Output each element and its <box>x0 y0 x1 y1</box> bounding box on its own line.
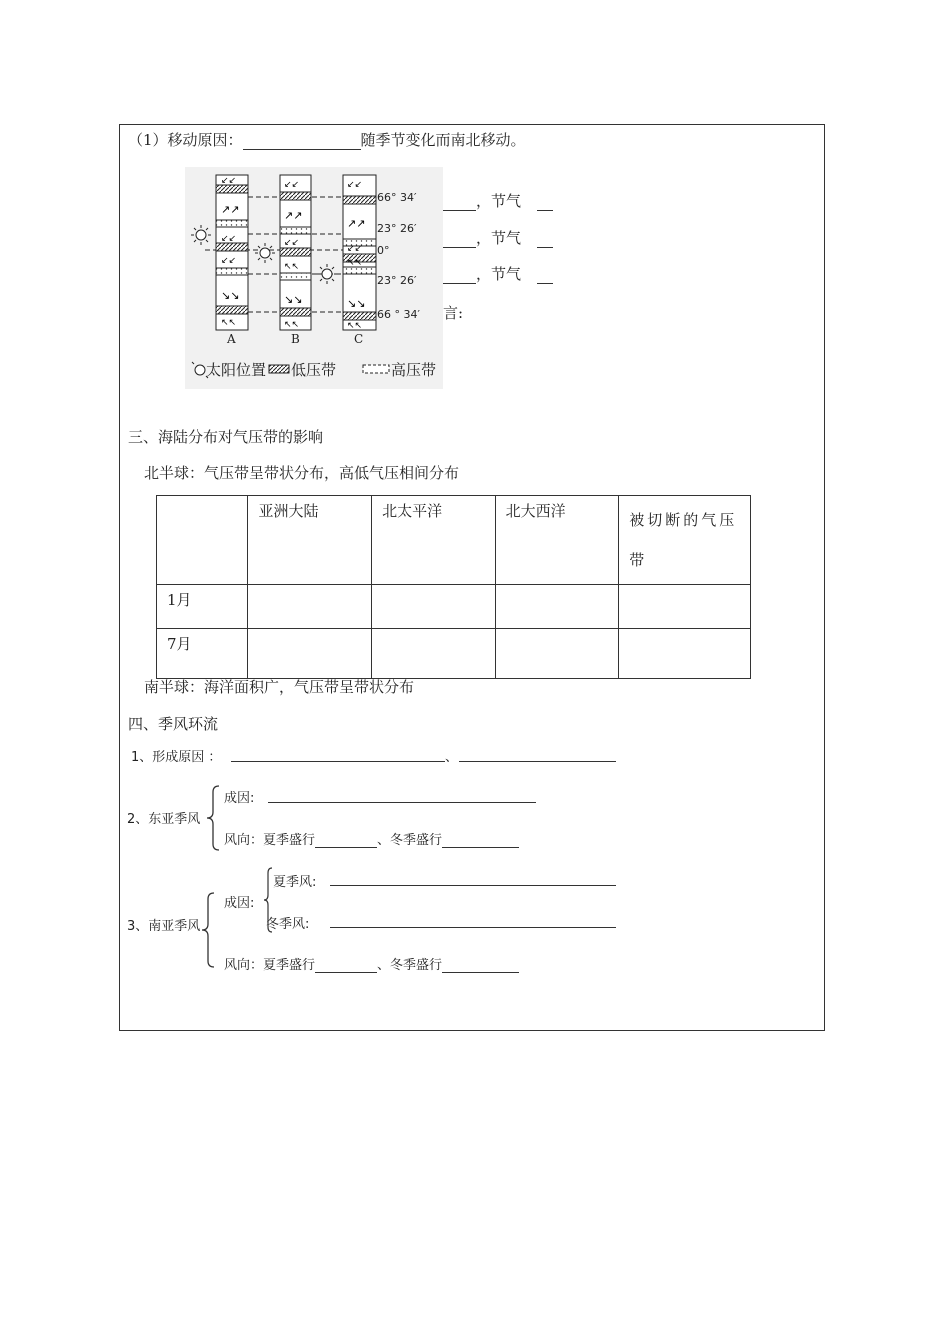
item3-cause: 成因: <box>224 896 255 911</box>
legend-high: 高压带 <box>391 361 437 379</box>
column-label: C <box>354 332 364 346</box>
svg-text:↘↘: ↘↘ <box>221 289 240 302</box>
season-blank[interactable] <box>443 196 476 211</box>
table-header-cell: 亚洲大陆 <box>248 496 372 585</box>
pressure-table <box>156 495 751 679</box>
table-cell[interactable] <box>248 629 372 679</box>
svg-text:↗↗: ↗↗ <box>347 217 366 230</box>
lat-label: 23° 26′ <box>377 222 417 235</box>
item3-label: 3、南亚季风 <box>127 919 201 934</box>
brace-icon <box>200 891 216 969</box>
lat-label: 66° 34′ <box>377 191 417 204</box>
item3-wind <box>224 954 519 973</box>
item2-summer-blank[interactable] <box>315 834 377 848</box>
table-header-cell: 北大西洋 <box>495 496 619 585</box>
item2-wind-label: 风向：夏季盛行 <box>224 833 316 848</box>
solar-term-label: ，节气 <box>476 192 522 210</box>
item1-blank-2[interactable] <box>459 761 616 762</box>
svg-text:↖↖: ↖↖ <box>347 258 363 268</box>
svg-text:↙↙: ↙↙ <box>284 180 300 190</box>
pressure-belt-figure <box>185 167 443 389</box>
item3-summer: 夏季风: <box>273 875 317 890</box>
item3-summer-blank[interactable] <box>315 959 377 973</box>
item3-summer-cause-blank[interactable] <box>330 885 616 886</box>
table-cell: 1月 <box>157 585 248 629</box>
move-reason-line <box>128 129 526 150</box>
figure-legend <box>192 361 436 379</box>
season-blank[interactable] <box>443 233 476 248</box>
table-cell[interactable] <box>619 585 751 629</box>
table-cell[interactable] <box>372 585 496 629</box>
table-row <box>157 629 751 679</box>
column-label: A <box>227 332 236 346</box>
table-header-row <box>157 496 751 585</box>
table-cell[interactable] <box>372 629 496 679</box>
solar-term-blank[interactable] <box>537 196 553 211</box>
table-cell[interactable] <box>495 585 619 629</box>
item1-blank-1[interactable] <box>231 761 445 762</box>
season-blank[interactable] <box>443 269 476 284</box>
trailing-text: 言: <box>443 304 464 322</box>
svg-text:↙↙: ↙↙ <box>347 244 363 254</box>
table-cell[interactable] <box>248 585 372 629</box>
column-c <box>343 175 376 331</box>
table-cell[interactable] <box>495 629 619 679</box>
item3-winter-blank[interactable] <box>442 959 519 973</box>
svg-text:↙↙: ↙↙ <box>284 238 300 248</box>
item1-label: 1、形成原因 ： <box>131 750 222 765</box>
table-header-cell <box>157 496 248 585</box>
svg-text:↗↗: ↗↗ <box>221 203 240 216</box>
item2-winter-blank[interactable] <box>442 834 519 848</box>
move-reason-label: （1）移动原因： <box>128 131 243 149</box>
north-hemisphere-text: 北半球：气压带呈带状分布，高低气压相间分布 <box>144 464 460 482</box>
svg-text:↘↘: ↘↘ <box>284 293 303 306</box>
svg-text:↖↖: ↖↖ <box>347 321 363 331</box>
section4-heading: 四、季风环流 <box>128 715 219 733</box>
item2-cause: 成因: <box>224 791 255 806</box>
lat-label: 23° 26′ <box>377 274 417 287</box>
column-label: B <box>291 332 300 346</box>
solar-term-label: ，节气 <box>476 229 522 247</box>
solar-term-line-3 <box>443 263 553 284</box>
svg-text:↖↖: ↖↖ <box>284 320 300 330</box>
svg-text:↖↖: ↖↖ <box>284 262 300 272</box>
svg-text:↙↙: ↙↙ <box>221 256 237 266</box>
lat-label: 66 ° 34′ <box>377 308 420 321</box>
column-b <box>280 175 311 330</box>
pressure-belt-diagram <box>185 167 443 389</box>
item3-winter-cause-blank[interactable] <box>330 927 616 928</box>
section3-heading: 三、海陆分布对气压带的影响 <box>128 428 324 446</box>
item2-cause-blank[interactable] <box>268 802 536 803</box>
table-cell: 7月 <box>157 629 248 679</box>
table-cell[interactable] <box>619 629 751 679</box>
column-a <box>216 175 248 330</box>
solar-term-blank[interactable] <box>537 233 553 248</box>
move-reason-suffix: 随季节变化而南北移动。 <box>360 131 526 149</box>
south-hemisphere-text: 南半球：海洋面积广，气压带呈带状分布 <box>144 678 415 696</box>
lat-label: 0° <box>377 244 390 257</box>
solar-term-blank[interactable] <box>537 269 553 284</box>
svg-text:↙↙: ↙↙ <box>221 176 237 186</box>
item3-winter-label: 、冬季盛行 <box>377 958 443 973</box>
svg-text:↙↙: ↙↙ <box>347 180 363 190</box>
item1-sep: 、 <box>445 750 459 765</box>
svg-text:↙↙: ↙↙ <box>221 234 237 244</box>
brace-icon <box>205 784 221 852</box>
move-reason-blank[interactable] <box>243 135 361 150</box>
item2-winter-label: 、冬季盛行 <box>377 833 443 848</box>
table-header-cell: 被切断的气压带 <box>619 496 751 585</box>
table-header-cell: 北太平洋 <box>372 496 496 585</box>
svg-text:↖↖: ↖↖ <box>221 318 237 328</box>
item2-label: 2、东亚季风 <box>127 812 201 827</box>
svg-text:↘↘: ↘↘ <box>347 297 366 310</box>
item2-wind <box>224 829 519 848</box>
table-row <box>157 585 751 629</box>
solar-term-line-1 <box>443 190 553 211</box>
legend-low: 低压带 <box>291 361 337 379</box>
item3-winter-wind: 冬季风: <box>266 917 310 932</box>
solar-term-line-2 <box>443 227 553 248</box>
svg-text:↗↗: ↗↗ <box>284 209 303 222</box>
item3-wind-label: 风向：夏季盛行 <box>224 958 316 973</box>
legend-sun: 太阳位置 <box>206 361 267 379</box>
solar-term-label: ，节气 <box>476 265 522 283</box>
